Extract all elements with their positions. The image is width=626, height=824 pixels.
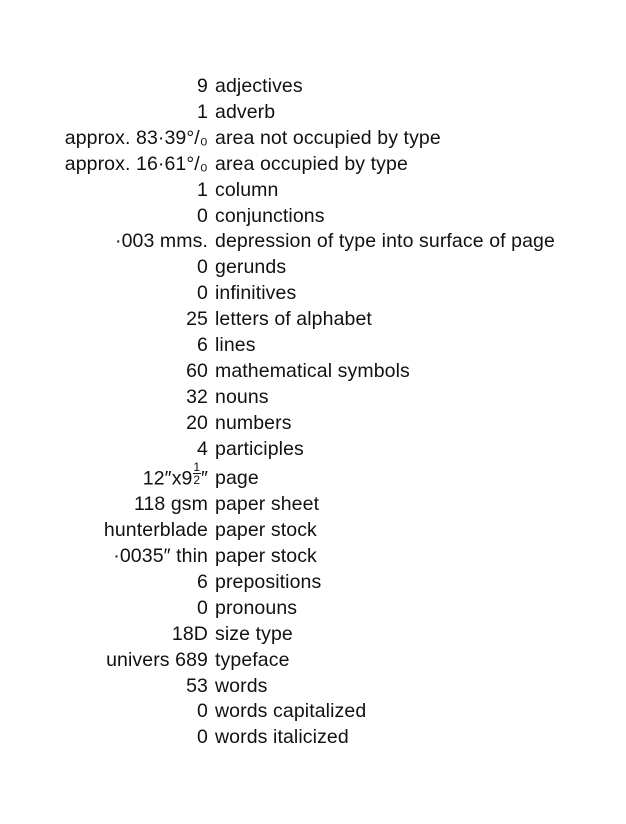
item-label: infinitives	[215, 282, 297, 305]
item-label: size type	[215, 622, 293, 645]
item-value: 0	[197, 700, 208, 723]
list-item-page-size	[0, 459, 626, 493]
item-value: 53	[186, 674, 208, 697]
item-label: paper sheet	[215, 493, 320, 516]
item-label: words	[215, 674, 268, 697]
item-value: 1	[197, 178, 208, 201]
list-item	[0, 622, 626, 648]
item-label: conjunctions	[215, 204, 325, 227]
item-value: approx. 16·61°/₀	[64, 152, 208, 175]
item-label: page	[215, 467, 259, 490]
list-item	[0, 255, 626, 281]
list-item	[0, 359, 626, 385]
item-value: approx. 83·39°/₀	[64, 126, 208, 149]
item-value: hunterblade	[103, 519, 208, 542]
list-item	[0, 570, 626, 596]
list-item	[0, 648, 626, 674]
item-value: 1	[197, 100, 208, 123]
fraction-denominator: 2	[193, 472, 201, 487]
item-label: typeface	[215, 648, 290, 671]
item-label: prepositions	[215, 570, 322, 593]
specimen-list	[0, 74, 626, 751]
item-value: ·003 mms.	[114, 230, 208, 253]
list-item	[0, 100, 626, 126]
list-item	[0, 333, 626, 359]
item-label: paper stock	[215, 544, 317, 567]
fraction-numerator: 1	[193, 459, 201, 474]
item-value: 0	[197, 204, 208, 227]
item-label: words capitalized	[215, 700, 367, 723]
item-value: 4	[197, 437, 208, 460]
item-label: participles	[215, 437, 304, 460]
list-item	[0, 229, 626, 255]
list-item	[0, 596, 626, 622]
item-value: 9	[197, 75, 208, 97]
item-label: area not occupied by type	[215, 126, 441, 149]
list-item	[0, 699, 626, 725]
list-item	[0, 725, 626, 751]
item-value: 32	[186, 385, 208, 408]
list-item	[0, 281, 626, 307]
item-label: adjectives	[215, 75, 303, 97]
item-label: paper stock	[215, 519, 317, 542]
item-label: nouns	[215, 385, 269, 408]
page-height-whole: 9	[181, 467, 193, 490]
item-label: words italicized	[215, 726, 349, 749]
item-label: adverb	[215, 100, 276, 123]
item-value: ·0035″ thin	[113, 544, 208, 567]
list-item	[0, 204, 626, 230]
page-height-fraction	[193, 461, 201, 486]
page-size-x: x	[171, 467, 182, 490]
list-item	[0, 544, 626, 570]
item-value: 0	[197, 726, 208, 749]
item-label: pronouns	[215, 596, 298, 619]
item-value: 6	[197, 570, 208, 593]
item-value-page-size	[0, 459, 215, 493]
item-label: letters of alphabet	[215, 308, 372, 331]
item-label: column	[215, 178, 279, 201]
item-label: lines	[215, 334, 256, 357]
item-value: 6	[197, 334, 208, 357]
list-item	[0, 492, 626, 518]
item-value: 118 gsm	[133, 493, 208, 516]
item-value: 18D	[171, 622, 208, 645]
item-label: area occupied by type	[215, 152, 408, 175]
item-label: mathematical symbols	[215, 359, 410, 382]
list-item	[0, 74, 626, 100]
item-value: 20	[186, 411, 208, 434]
list-item	[0, 411, 626, 437]
item-value: 25	[186, 308, 208, 331]
list-item	[0, 178, 626, 204]
item-value: 60	[186, 359, 208, 382]
list-item	[0, 385, 626, 411]
inch-mark: ″	[200, 467, 208, 490]
item-label: numbers	[215, 411, 292, 434]
item-label: gerunds	[215, 256, 287, 279]
item-value: univers 689	[106, 648, 208, 671]
list-item	[0, 126, 626, 152]
list-item	[0, 674, 626, 700]
list-item	[0, 307, 626, 333]
page-width: 12″	[142, 467, 172, 490]
list-item	[0, 152, 626, 178]
item-value: 0	[197, 282, 208, 305]
list-item	[0, 437, 626, 463]
item-value: 0	[197, 596, 208, 619]
item-label: depression of type into surface of page	[215, 230, 555, 253]
item-value: 0	[197, 256, 208, 279]
list-item	[0, 518, 626, 544]
